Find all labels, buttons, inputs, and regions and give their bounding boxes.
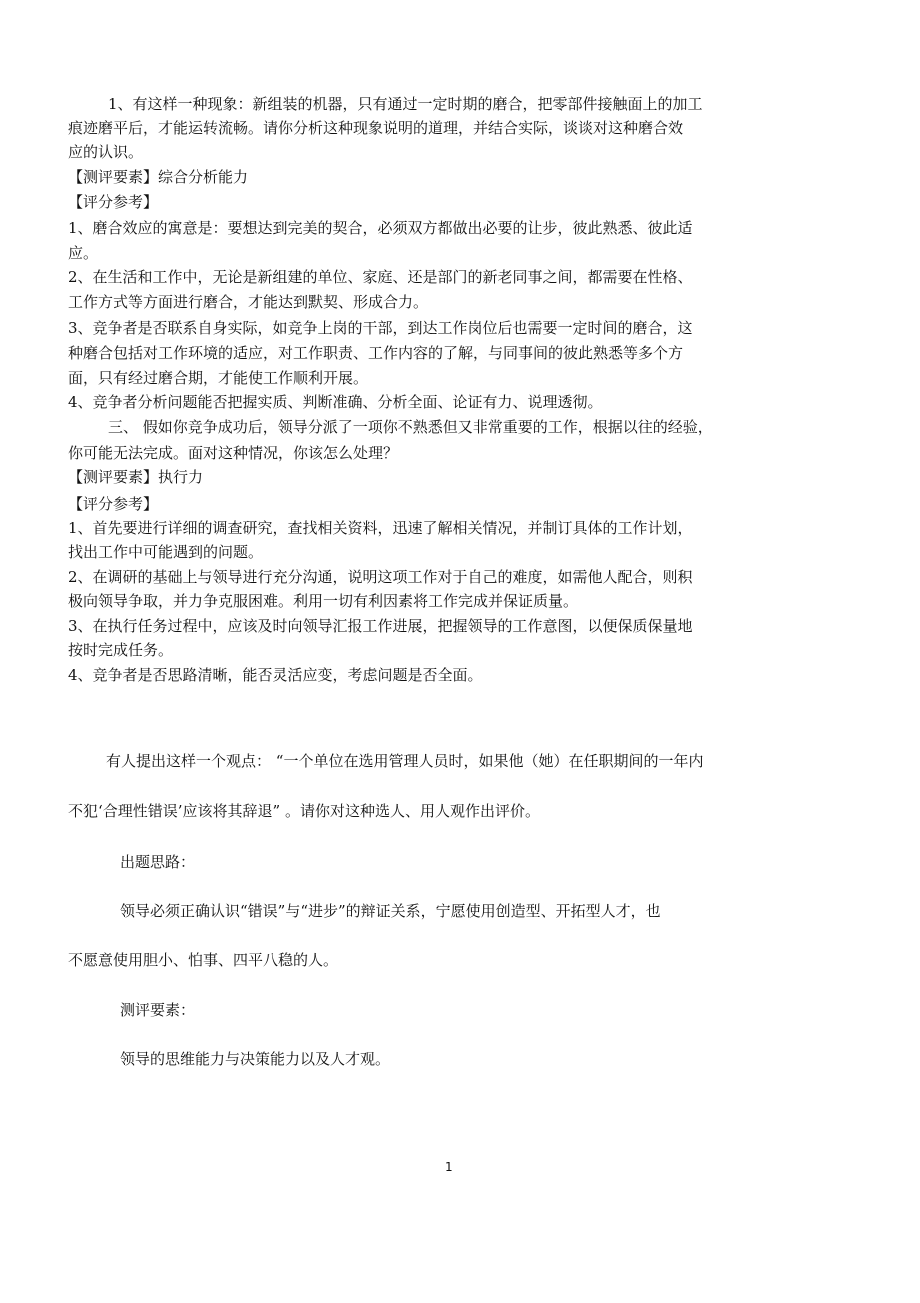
scoring-point-line: 按时完成任务。	[68, 641, 174, 659]
question-viewpoint-line-1: 有人提出这样一个观点： “一个单位在选用管理人员时，如果他（她）在任职期间的一年内	[106, 752, 704, 770]
scoring-point-line: 2、在生活和工作中，无论是新组建的单位、家庭、还是部门的新老同事之间，都需要在性格、	[68, 268, 693, 286]
question-1-line-1: 1、有这样一种现象：新组装的机器，只有通过一定时期的磨合，把零部件接触面上的加工	[108, 95, 703, 113]
question-viewpoint-line-2: 不犯‘合理性错误’应该将其辞退” 。请你对这种选人、用人观作出评价。	[68, 802, 540, 820]
page-number: 1	[445, 1160, 453, 1174]
scoring-reference-label: 【评分参考】	[68, 495, 159, 513]
evaluation-element-heading: 测评要素：	[120, 1001, 196, 1019]
evaluation-element-label: 【测评要素】执行力	[68, 468, 204, 486]
scoring-point-line: 找出工作中可能遇到的问题。	[68, 543, 264, 561]
scoring-point-line: 面，只有经过磨合期，才能使工作顺利开展。	[68, 369, 369, 387]
scoring-point-line: 4、竞争者是否思路清晰，能否灵活应变，考虑问题是否全面。	[68, 666, 483, 684]
evaluation-element-text: 领导的思维能力与决策能力以及人才观。	[120, 1050, 391, 1068]
scoring-point-line: 1、首先要进行详细的调查研究，查找相关资料，迅速了解相关情况，并制订具体的工作计划，	[68, 519, 693, 537]
idea-label: 出题思路：	[120, 853, 196, 871]
evaluation-element-label: 【测评要素】综合分析能力	[68, 168, 249, 186]
idea-text-line-1: 领导必须正确认识“错误”与“进步”的辩证关系，宁愿使用创造型、开拓型人才，也	[120, 902, 661, 920]
scoring-point-line: 工作方式等方面进行磨合，才能达到默契、形成合力。	[68, 293, 429, 311]
question-1-line-3: 应的认识。	[68, 143, 144, 161]
question-1-line-2: 痕迹磨平后，才能运转流畅。请你分析这种现象说明的道理，并结合实际，谈谈对这种磨合效	[68, 119, 684, 137]
scoring-reference-label: 【评分参考】	[68, 193, 159, 211]
scoring-point-line: 应。	[68, 244, 99, 262]
idea-text-line-2: 不愿意使用胆小、怕事、四平八稳的人。	[68, 951, 339, 969]
scoring-point-line: 4、竞争者分析问题能否把握实质、判断准确、分析全面、论证有力、说理透彻。	[68, 393, 603, 411]
scoring-point-line: 3、在执行任务过程中，应该及时向领导汇报工作进展，把握领导的工作意图，以便保质保量地	[68, 617, 693, 635]
scoring-point-line: 1、磨合效应的寓意是：要想达到完美的契合，必须双方都做出必要的让步，彼此熟悉、彼此适	[68, 219, 693, 237]
scoring-point-line: 极向领导争取，并力争克服困难。利用一切有利因素将工作完成并保证质量。	[68, 592, 579, 610]
scoring-point-line: 3、竞争者是否联系自身实际，如竞争上岗的干部，到达工作岗位后也需要一定时间的磨合，这	[68, 319, 693, 337]
scoring-point-line: 2、在调研的基础上与领导进行充分沟通，说明这项工作对于自己的难度，如需他人配合，则积	[68, 568, 693, 586]
question-3-line-1: 三、 假如你竞争成功后，领导分派了一项你不熟悉但又非常重要的工作，根据以往的经验，	[108, 418, 713, 436]
scoring-point-line: 种磨合包括对工作环境的适应，对工作职责、工作内容的了解，与同事间的彼此熟悉等多个方	[68, 344, 684, 362]
question-3-line-2: 你可能无法完成。面对这种情况，你该怎么处理？	[68, 444, 399, 462]
